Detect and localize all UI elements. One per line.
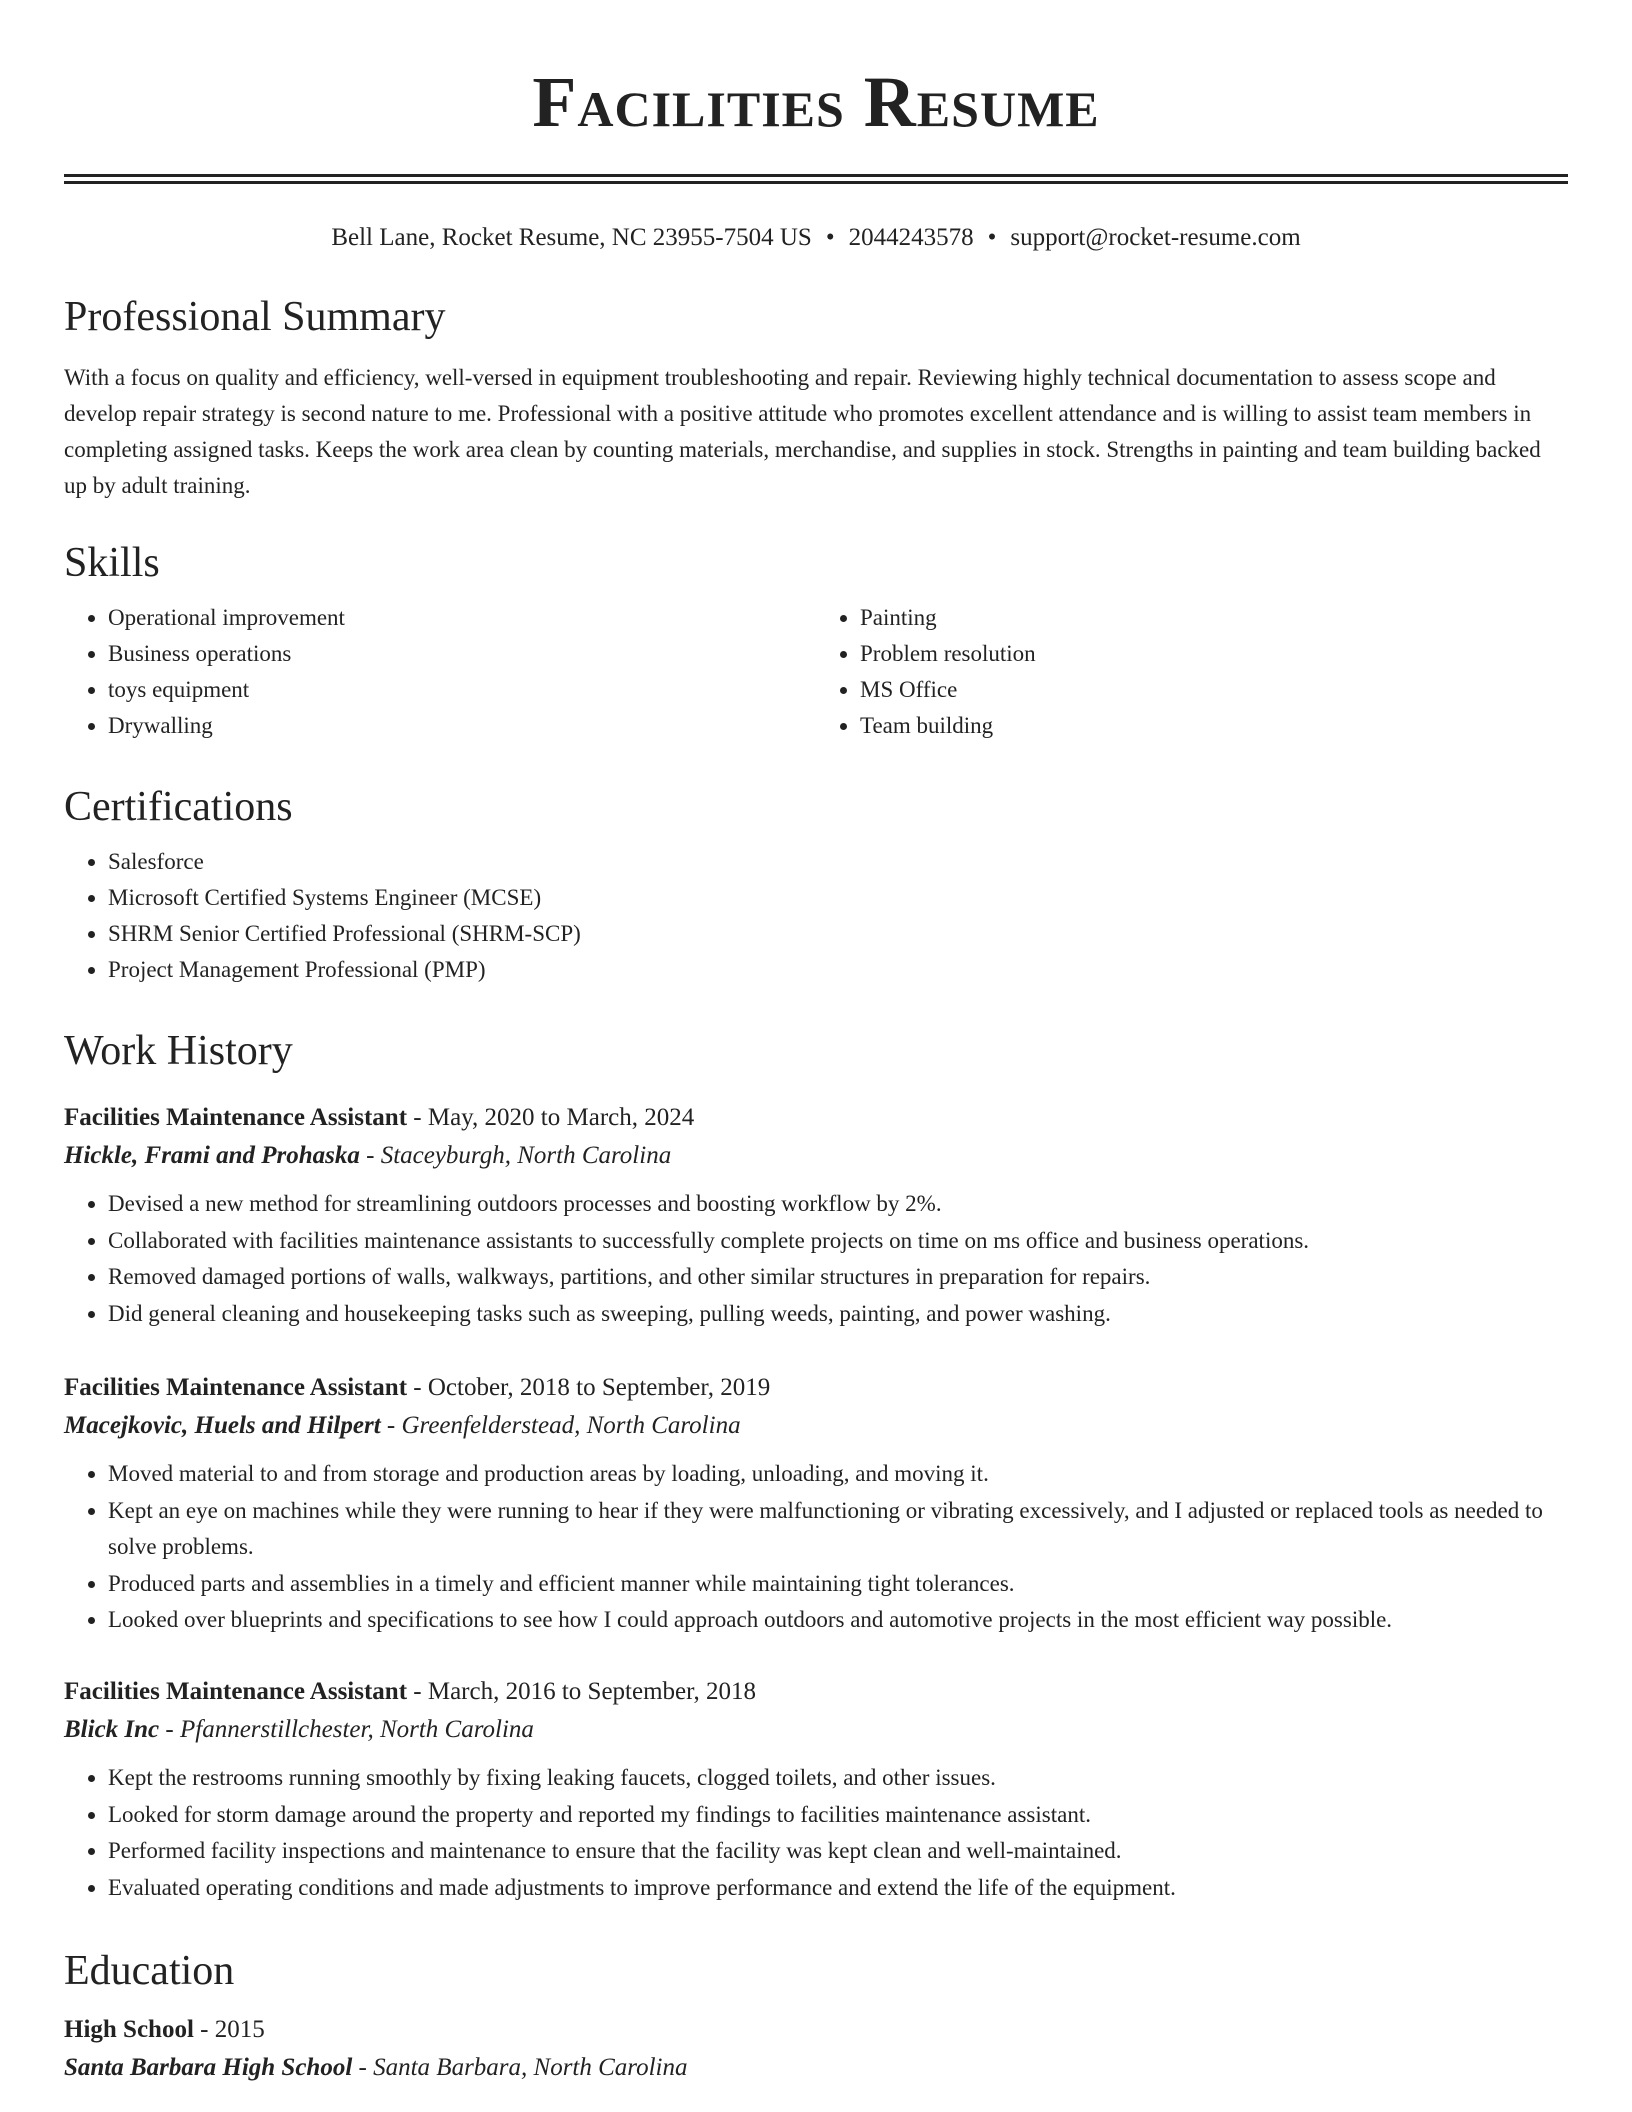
list-item: • Problem resolution xyxy=(860,636,1568,672)
certifications-section xyxy=(64,782,1568,988)
job-location: - Greenfelderstead, North Carolina xyxy=(380,1412,741,1439)
list-item: • Devised a new method for streamlining outdoors processes and boosting workflow by 2%. xyxy=(108,1186,1568,1223)
skills-right-list xyxy=(816,600,1568,744)
job-bullets xyxy=(64,1456,1568,1639)
job-company-line xyxy=(64,1710,1568,1750)
job-company: Blick Inc xyxy=(64,1716,160,1743)
job-bullets xyxy=(64,1760,1568,1906)
list-item: • Evaluated operating conditions and made adjustments to improve performance and extend the life of the equipment. xyxy=(108,1870,1568,1907)
list-item: • Project Management Professional (PMP) xyxy=(108,952,1568,988)
contact-separator: • xyxy=(987,224,997,251)
job-company-line xyxy=(64,1136,1568,1176)
education-school-line xyxy=(64,2048,1568,2088)
job-location: - Staceyburgh, North Carolina xyxy=(359,1142,672,1169)
education-location: - Santa Barbara, North Carolina xyxy=(352,2054,688,2081)
skills-heading: Skills xyxy=(64,540,160,586)
job-entry xyxy=(64,1674,1568,1906)
list-item: • Moved material to and from storage and production areas by loading, unloading, and moving it. xyxy=(108,1456,1568,1493)
job-dates: - March, 2016 to September, 2018 xyxy=(407,1678,756,1705)
list-item: • Removed damaged portions of walls, walkways, partitions, and other similar structures in preparation for repairs. xyxy=(108,1259,1568,1296)
certifications-heading: Certifications xyxy=(64,784,293,830)
job-company-line xyxy=(64,1406,1568,1446)
list-item: • Looked over blueprints and specifications to see how I could approach outdoors and automotive projects in the most efficient way possible. xyxy=(108,1602,1568,1639)
summary-section xyxy=(64,292,1568,504)
education-school: Santa Barbara High School xyxy=(64,2054,353,2081)
contact-phone: 2044243578 xyxy=(848,224,974,251)
summary-heading: Professional Summary xyxy=(64,294,446,340)
job-company: Hickle, Frami and Prohaska xyxy=(64,1142,360,1169)
contact-email[interactable]: support@rocket-resume.com xyxy=(1010,224,1301,251)
list-item: • Kept an eye on machines while they were running to hear if they were malfunctioning or vibrating excessively, and I adjusted or replaced tools as needed to solve problems. xyxy=(108,1493,1568,1566)
job-bullets xyxy=(64,1186,1568,1332)
list-item: • Performed facility inspections and maintenance to ensure that the facility was kept clean and well-maintained. xyxy=(108,1833,1568,1870)
list-item: • Operational improvement xyxy=(108,600,816,636)
list-item: • Looked for storm damage around the property and reported my findings to facilities maintenance assistant. xyxy=(108,1797,1568,1834)
education-degree: High School xyxy=(64,2016,194,2043)
list-item: • SHRM Senior Certified Professional (SHRM-SCP) xyxy=(108,916,1568,952)
job-dates: - October, 2018 to September, 2019 xyxy=(407,1374,771,1401)
job-entry xyxy=(64,1100,1568,1332)
skills-section xyxy=(64,538,1568,744)
summary-text: With a focus on quality and efficiency, well-versed in equipment troubleshooting and repair. Reviewing highly technical documentation to assess scope and develop repair strategy is second nature to me. Professional with a positive attitude who promotes excellent attendance and is willing to assist team members in completing assigned tasks. Keeps the work area clean by counting materials, merchandise, and supplies in stock. Strengths in painting and team building backed up by adult training. xyxy=(64,365,1541,498)
list-item: • Kept the restrooms running smoothly by fixing leaking faucets, clogged toilets, and other issues. xyxy=(108,1760,1568,1797)
list-item: • toys equipment xyxy=(108,672,816,708)
skills-columns xyxy=(64,600,1568,744)
work-history-section xyxy=(64,1026,1568,1076)
job-title: Facilities Maintenance Assistant xyxy=(64,1104,408,1131)
job-title-line xyxy=(64,1674,1568,1710)
list-item: • Painting xyxy=(860,600,1568,636)
education-year: - 2015 xyxy=(193,2016,265,2043)
contact-separator: • xyxy=(825,224,835,251)
job-title-line xyxy=(64,1100,1568,1136)
contact-address: Bell Lane, Rocket Resume, NC 23955-7504 US xyxy=(331,224,812,251)
job-title-line xyxy=(64,1370,1568,1406)
education-heading: Education xyxy=(64,1948,235,1994)
certifications-list xyxy=(64,844,1568,988)
job-location: - Pfannerstillchester, North Carolina xyxy=(159,1716,534,1743)
list-item: • Produced parts and assemblies in a timely and efficient manner while maintaining tight tolerances. xyxy=(108,1566,1568,1603)
list-item: • Team building xyxy=(860,708,1568,744)
education-section xyxy=(64,1946,1568,2088)
list-item: • MS Office xyxy=(860,672,1568,708)
list-item: • Microsoft Certified Systems Engineer (MCSE) xyxy=(108,880,1568,916)
list-item: • Drywalling xyxy=(108,708,816,744)
title-double-rule xyxy=(64,174,1568,184)
job-company: Macejkovic, Huels and Hilpert xyxy=(64,1412,381,1439)
list-item: • Collaborated with facilities maintenance assistants to successfully complete projects on time on ms office and business operations. xyxy=(108,1223,1568,1260)
job-title: Facilities Maintenance Assistant xyxy=(64,1678,408,1705)
list-item: • Did general cleaning and housekeeping tasks such as sweeping, pulling weeds, painting, and power washing. xyxy=(108,1296,1568,1333)
job-entry xyxy=(64,1370,1568,1639)
list-item: • Salesforce xyxy=(108,844,1568,880)
job-title: Facilities Maintenance Assistant xyxy=(64,1374,408,1401)
contact-line xyxy=(64,222,1568,254)
list-item: • Business operations xyxy=(108,636,816,672)
work-history-heading: Work History xyxy=(64,1028,293,1074)
job-dates: - May, 2020 to March, 2024 xyxy=(407,1104,695,1131)
education-degree-line xyxy=(64,2012,1568,2048)
resume-title: Facilities Resume xyxy=(532,62,1100,142)
skills-left-list xyxy=(64,600,816,744)
